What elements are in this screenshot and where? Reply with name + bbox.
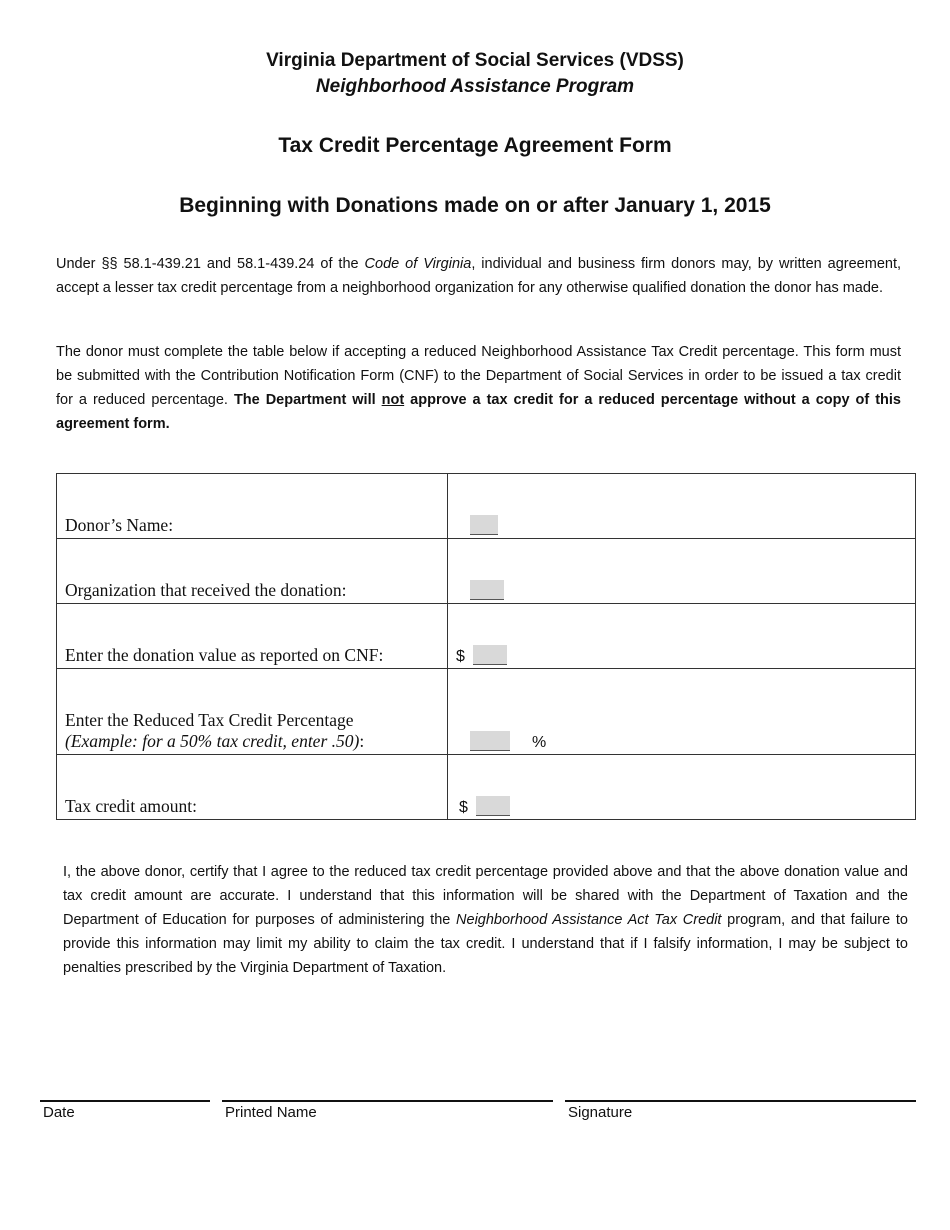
donor-name-field[interactable] bbox=[470, 515, 498, 535]
intro-p2-text: The donor must complete the table below if accepting a reduced Neighborhood Assistance Tax Credit percentage. This form must be submitted with the Contribution Notification Form (CNF) to the Department of Social Services in order to be issued a tax credit for a reduced percentage. bbox=[56, 344, 901, 408]
tax-credit-field[interactable] bbox=[476, 796, 510, 816]
warning-not: not bbox=[381, 392, 405, 408]
donation-value-field[interactable] bbox=[473, 645, 507, 665]
tax-credit-cell bbox=[448, 755, 916, 820]
reduced-pct-field[interactable] bbox=[470, 731, 510, 751]
certification-paragraph bbox=[63, 860, 908, 980]
warning-text-b: approve a tax credit for a reduced percentage without a copy of this agreement form. bbox=[56, 392, 901, 432]
printed-name-line[interactable] bbox=[222, 1100, 553, 1102]
intro-paragraph-2 bbox=[56, 340, 901, 436]
signature-label: Signature bbox=[568, 1104, 633, 1121]
warning-text-a: The Department will bbox=[233, 392, 382, 408]
certification-text-end: program, and that failure to provide this information may limit my ability to claim the tax credit. I understand that if I falsify information, I may be subject to penalties prescribed by the Virginia Department of Taxation. bbox=[63, 912, 908, 976]
program-title: Neighborhood Assistance Program bbox=[315, 76, 635, 97]
donation-value-label: Enter the donation value as reported on CNF: bbox=[57, 604, 448, 669]
table-row-donor-name bbox=[57, 474, 916, 539]
table-row-donation-value bbox=[57, 604, 916, 669]
form-subtitle: Beginning with Donations made on or after January 1, 2015 bbox=[179, 194, 771, 217]
reduced-pct-cell bbox=[448, 669, 916, 755]
code-of-virginia: Code of Virginia bbox=[364, 256, 472, 272]
donor-name-cell bbox=[448, 474, 916, 539]
agency-title: Virginia Department of Social Services (VDSS) bbox=[266, 50, 684, 71]
intro-p1-text: Under §§ 58.1-439.21 and 58.1-439.24 of the bbox=[56, 256, 365, 272]
dollar-sign: $ bbox=[456, 648, 465, 665]
certification-text: I, the above donor, certify that I agree to the reduced tax credit percentage provided above and that the above donation value and tax credit amount are accurate. I understand that this information will be shared with the Department of Taxation and the Department of Education for purposes of administering the bbox=[63, 864, 908, 928]
table-row-organization bbox=[57, 539, 916, 604]
percent-sign: % bbox=[532, 734, 547, 751]
agreement-table bbox=[56, 473, 916, 820]
donation-value-cell bbox=[448, 604, 916, 669]
date-line[interactable] bbox=[40, 1100, 210, 1102]
intro-p1-text-end: , individual and business firm donors may, by written agreement, accept a lesser tax credit percentage from a neighborhood organization for any otherwise qualified donation the donor has made. bbox=[56, 256, 902, 296]
organization-label: Organization that received the donation: bbox=[57, 539, 448, 604]
printed-name-label: Printed Name bbox=[225, 1104, 317, 1121]
form-title: Tax Credit Percentage Agreement Form bbox=[278, 134, 672, 157]
organization-cell bbox=[448, 539, 916, 604]
table-row-tax-credit bbox=[57, 755, 916, 820]
program-name-italic: Neighborhood Assistance Act Tax Credit bbox=[456, 912, 722, 928]
organization-field[interactable] bbox=[470, 580, 504, 600]
dollar-sign: $ bbox=[459, 799, 468, 816]
table-row-reduced-percentage bbox=[57, 669, 916, 755]
tax-credit-label: Tax credit amount: bbox=[57, 755, 448, 820]
reduced-pct-example: (Example: for a 50% tax credit, enter .50) bbox=[65, 731, 360, 751]
intro-paragraph-1 bbox=[56, 252, 901, 300]
date-label: Date bbox=[43, 1104, 75, 1121]
donor-name-label: Donor’s Name: bbox=[57, 474, 448, 539]
reduced-pct-colon: : bbox=[359, 731, 365, 751]
reduced-pct-label-text: Enter the Reduced Tax Credit Percentage bbox=[65, 710, 354, 730]
reduced-pct-label bbox=[57, 669, 448, 755]
signature-line[interactable] bbox=[565, 1100, 916, 1102]
